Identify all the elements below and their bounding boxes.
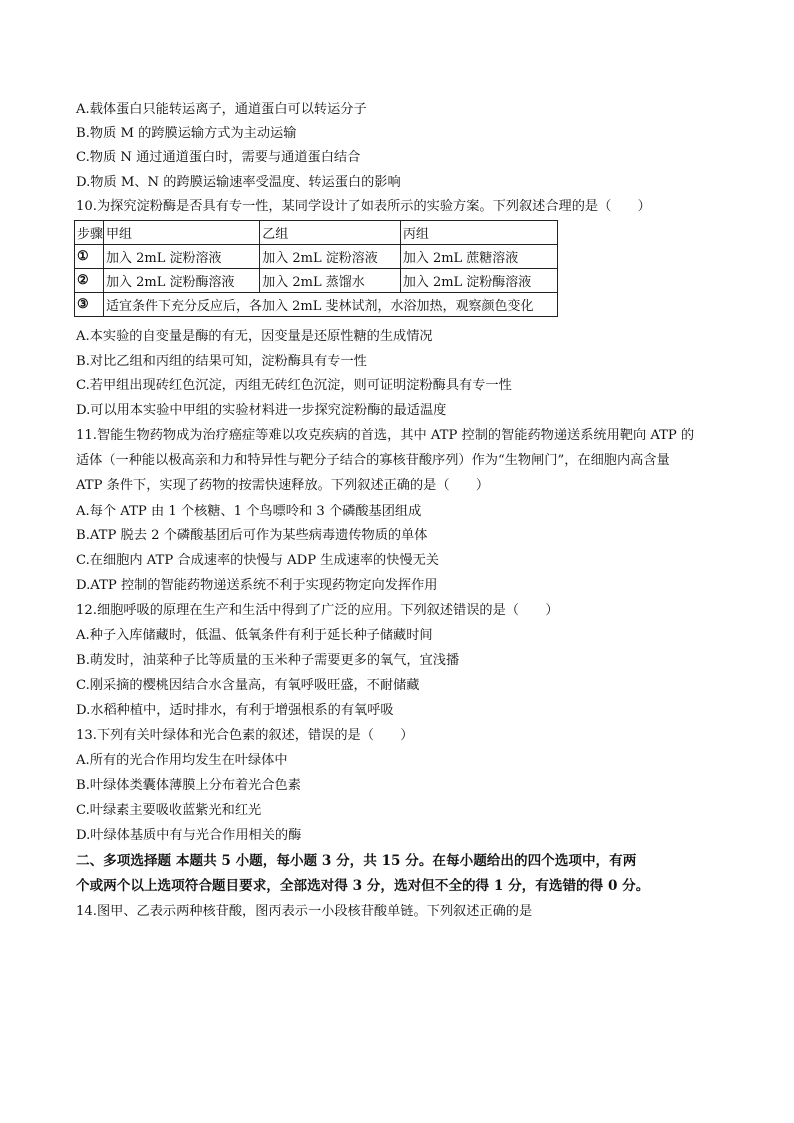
- q11-option-d: D.ATP 控制的智能药物递送系统不利于实现药物定向发挥作用: [76, 578, 438, 593]
- q9-option-b: B.物质 M 的跨膜运输方式为主动运输: [76, 126, 297, 141]
- header-group-yi: 乙组: [260, 221, 401, 245]
- q10-option-b: B.对比乙组和丙组的结果可知，淀粉酶具有专一性: [76, 354, 367, 369]
- q13-option-d: D.叶绿体基质中有与光合作用相关的酶: [76, 828, 302, 843]
- table-cell: 加入 2mL 蔗糖溶液: [400, 245, 557, 269]
- q13-option-a: A.所有的光合作用均发生在叶绿体中: [76, 753, 288, 768]
- table-cell: 加入 2mL 淀粉酶溶液: [400, 269, 557, 293]
- header-group-bing: 丙组: [400, 221, 557, 245]
- table-cell: 加入 2mL 蒸馏水: [260, 269, 401, 293]
- q10-option-a: A.本实验的自变量是酶的有无，因变量是还原性糖的生成情况: [76, 329, 433, 344]
- q13-option-c: C.叶绿素主要吸收蓝紫光和红光: [76, 803, 262, 818]
- q11-option-c: C.在细胞内 ATP 合成速率的快慢与 ADP 生成速率的快慢无关: [76, 553, 439, 568]
- table-cell: 加入 2mL 淀粉溶液: [260, 245, 401, 269]
- q12-option-d: D.水稻种植中，适时排水，有利于增强根系的有氧呼吸: [76, 703, 394, 718]
- section2-heading-line-1: 二、多项选择题 本题共 5 小题，每小题 3 分，共 15 分。在每小题给出的四个选项中，有两: [76, 853, 637, 869]
- section2-heading-line-2: 个或两个以上选项符合题目要求，全部选对得 3 分，选对但不全的得 1 分，有选错的得 0 分。: [76, 878, 650, 894]
- step-number: ③: [75, 293, 104, 317]
- q11-stem-line-1: 11.智能生物药物成为治疗癌症等难以攻克疾病的首选，其中 ATP 控制的智能药物递送系统用靶向 ATP 的: [76, 428, 695, 443]
- table-row: [75, 269, 558, 293]
- q9-option-c: C.物质 N 通过通道蛋白时，需要与通道蛋白结合: [76, 150, 361, 165]
- q13-option-b: B.叶绿体类囊体薄膜上分布着光合色素: [76, 778, 301, 793]
- step-number: ②: [75, 269, 104, 293]
- table-cell: 加入 2mL 淀粉酶溶液: [104, 269, 260, 293]
- q10-stem: 10.为探究淀粉酶是否具有专一性，某同学设计了如表所示的实验方案。下列叙述合理的是（ ）: [76, 199, 651, 214]
- q11-option-b: B.ATP 脱去 2 个磷酸基团后可作为某些病毒遗传物质的单体: [76, 528, 428, 543]
- step-number: ①: [75, 245, 104, 269]
- q12-option-a: A.种子入库储藏时，低温、低氧条件有利于延长种子储藏时间: [76, 628, 433, 643]
- q9-option-a: A.载体蛋白只能转运离子，通道蛋白可以转运分子: [76, 102, 367, 117]
- header-group-jia: 甲组: [104, 221, 260, 245]
- q12-option-c: C.刚采摘的樱桃因结合水含量高，有氧呼吸旺盛，不耐储藏: [76, 678, 420, 693]
- q11-option-a: A.每个 ATP 由 1 个核糖、1 个鸟嘌呤和 3 个磷酸基团组成: [76, 504, 422, 519]
- table-row: [75, 245, 558, 269]
- experiment-table: [74, 220, 558, 317]
- q13-stem: 13.下列有关叶绿体和光合色素的叙述，错误的是（ ）: [76, 728, 414, 743]
- q11-stem-line-2: 适体（一种能以极高亲和力和特异性与靶分子结合的寡核苷酸序列）作为“生物闸门”，在细胞内高含量: [76, 453, 670, 468]
- table-header-row: [75, 221, 558, 245]
- q10-option-d: D.可以用本实验中甲组的实验材料进一步探究淀粉酶的最适温度: [76, 403, 447, 418]
- q12-stem: 12.细胞呼吸的原理在生产和生活中得到了广泛的应用。下列叙述错误的是（ ）: [76, 603, 559, 618]
- q14-stem: 14.图甲、乙表示两种核苷酸，图丙表示一小段核苷酸单链。下列叙述正确的是: [76, 904, 533, 919]
- q11-stem-line-3: ATP 条件下，实现了药物的按需快速释放。下列叙述正确的是（ ）: [76, 478, 490, 493]
- table-row: [75, 293, 558, 317]
- q12-option-b: B.萌发时，油菜种子比等质量的玉米种子需要更多的氧气，宜浅播: [76, 653, 460, 668]
- header-step: 步骤: [75, 221, 104, 245]
- table-cell-merged: 适宜条件下充分反应后，各加入 2mL 斐林试剂，水浴加热，观察颜色变化: [104, 293, 558, 317]
- q9-option-d: D.物质 M、N 的跨膜运输速率受温度、转运蛋白的影响: [76, 175, 401, 190]
- table-cell: 加入 2mL 淀粉溶液: [104, 245, 260, 269]
- q10-option-c: C.若甲组出现砖红色沉淀，丙组无砖红色沉淀，则可证明淀粉酶具有专一性: [76, 378, 512, 393]
